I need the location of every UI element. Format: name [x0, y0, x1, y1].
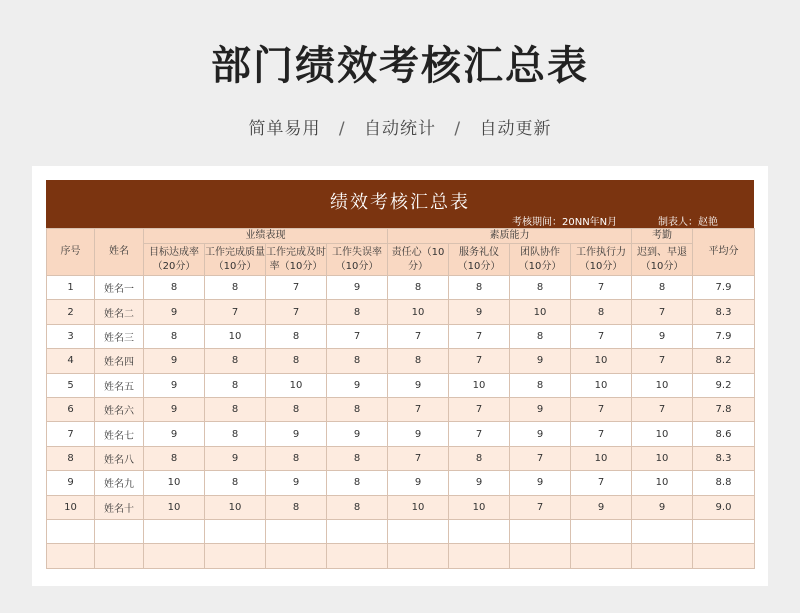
cell-score[interactable]: 7	[571, 471, 632, 495]
cell-score[interactable]: 7	[449, 422, 510, 446]
empty-cell[interactable]	[266, 519, 327, 543]
empty-cell[interactable]	[510, 544, 571, 568]
cell-score[interactable]: 9	[571, 495, 632, 519]
table-row	[47, 276, 755, 300]
maker-label: 制表人：赵艳	[658, 217, 718, 228]
cell-average[interactable]: 8.3	[693, 446, 755, 470]
cell-name[interactable]: 姓名九	[95, 471, 144, 495]
empty-cell[interactable]	[144, 519, 205, 543]
header-col-5: 责任心（10分）	[388, 244, 449, 276]
cell-score[interactable]: 7	[632, 349, 693, 373]
table-row	[47, 324, 755, 348]
cell-score[interactable]: 8	[510, 373, 571, 397]
table-row	[47, 373, 755, 397]
cell-score[interactable]: 7	[632, 397, 693, 421]
page-subtitle	[0, 114, 800, 139]
cell-score[interactable]: 9	[510, 471, 571, 495]
cell-score[interactable]: 7	[388, 324, 449, 348]
cell-score[interactable]: 8	[205, 373, 266, 397]
cell-score[interactable]: 9	[144, 300, 205, 324]
cell-average[interactable]: 8.2	[693, 349, 755, 373]
cell-score[interactable]: 9	[327, 422, 388, 446]
cell-score[interactable]: 7	[327, 324, 388, 348]
cell-score[interactable]: 7	[449, 349, 510, 373]
cell-score[interactable]: 7	[571, 397, 632, 421]
cell-score[interactable]: 9	[144, 397, 205, 421]
cell-score[interactable]: 7	[388, 397, 449, 421]
cell-score[interactable]: 7	[632, 300, 693, 324]
empty-cell[interactable]	[693, 519, 755, 543]
cell-name[interactable]: 姓名五	[95, 373, 144, 397]
cell-score[interactable]: 10	[510, 300, 571, 324]
cell-score[interactable]: 8	[388, 276, 449, 300]
cell-name[interactable]: 姓名八	[95, 446, 144, 470]
subtitle-separator: /	[454, 119, 462, 139]
header-col-4: 工作失误率（10分）	[327, 244, 388, 276]
cell-score[interactable]: 9	[510, 349, 571, 373]
empty-row	[47, 544, 755, 568]
empty-cell[interactable]	[144, 544, 205, 568]
cell-score[interactable]: 8	[144, 276, 205, 300]
cell-index[interactable]: 1	[47, 276, 95, 300]
table-row	[47, 495, 755, 519]
cell-score[interactable]: 9	[632, 495, 693, 519]
empty-cell[interactable]	[449, 544, 510, 568]
header-col-9: 迟到、早退（10分）	[632, 244, 693, 276]
cell-score[interactable]: 8	[205, 397, 266, 421]
cell-score[interactable]: 10	[144, 471, 205, 495]
header-col-7: 团队协作（10分）	[510, 244, 571, 276]
cell-score[interactable]: 9	[205, 446, 266, 470]
empty-cell[interactable]	[205, 519, 266, 543]
cell-score[interactable]: 9	[510, 422, 571, 446]
group-performance: 业绩表现	[144, 229, 388, 244]
cell-score[interactable]: 9	[266, 471, 327, 495]
cell-average[interactable]: 8.3	[693, 300, 755, 324]
header-col-1: 目标达成率（20分）	[144, 244, 205, 276]
cell-name[interactable]: 姓名十	[95, 495, 144, 519]
cell-index[interactable]: 9	[47, 471, 95, 495]
empty-cell[interactable]	[47, 544, 95, 568]
cell-average[interactable]: 9.0	[693, 495, 755, 519]
cell-score[interactable]: 7	[510, 495, 571, 519]
cell-name[interactable]: 姓名六	[95, 397, 144, 421]
cell-score[interactable]: 10	[205, 495, 266, 519]
cell-score[interactable]: 7	[571, 324, 632, 348]
cell-score[interactable]: 7	[388, 446, 449, 470]
cell-score[interactable]: 10	[632, 373, 693, 397]
table-row	[47, 349, 755, 373]
cell-score[interactable]: 8	[327, 495, 388, 519]
cell-index[interactable]: 7	[47, 422, 95, 446]
cell-index[interactable]: 6	[47, 397, 95, 421]
cell-score[interactable]: 9	[449, 471, 510, 495]
cell-index[interactable]: 8	[47, 446, 95, 470]
table-row	[47, 397, 755, 421]
header-index: 序号	[47, 229, 95, 276]
period-label: 考核期间：20NN年N月	[512, 217, 618, 228]
cell-score[interactable]: 8	[266, 397, 327, 421]
cell-score[interactable]: 8	[449, 446, 510, 470]
empty-row	[47, 519, 755, 543]
empty-cell[interactable]	[95, 544, 144, 568]
cell-score[interactable]: 10	[144, 495, 205, 519]
cell-score[interactable]: 7	[449, 324, 510, 348]
cell-score[interactable]: 10	[632, 471, 693, 495]
cell-average[interactable]: 7.8	[693, 397, 755, 421]
cell-index[interactable]: 3	[47, 324, 95, 348]
cell-score[interactable]: 10	[388, 300, 449, 324]
cell-score[interactable]: 9	[449, 300, 510, 324]
spreadsheet-preview	[32, 166, 768, 586]
page-title: 部门绩效考核汇总表	[211, 43, 589, 89]
cell-average[interactable]: 8.8	[693, 471, 755, 495]
empty-cell[interactable]	[449, 519, 510, 543]
cell-average[interactable]: 8.6	[693, 422, 755, 446]
empty-cell[interactable]	[47, 519, 95, 543]
group-attendance: 考勤	[632, 229, 693, 244]
empty-cell[interactable]	[571, 544, 632, 568]
table-row	[47, 422, 755, 446]
cell-score[interactable]: 8	[144, 324, 205, 348]
header-col-2: 工作完成质量（10分）	[205, 244, 266, 276]
cell-score[interactable]: 10	[571, 373, 632, 397]
cell-score[interactable]: 9	[327, 373, 388, 397]
cell-name[interactable]: 姓名三	[95, 324, 144, 348]
header-col-6: 服务礼仪（10分）	[449, 244, 510, 276]
cell-score[interactable]: 8	[205, 276, 266, 300]
header-average: 平均分	[693, 229, 755, 276]
cell-average[interactable]: 9.2	[693, 373, 755, 397]
cell-score[interactable]: 10	[388, 495, 449, 519]
cell-score[interactable]: 8	[327, 300, 388, 324]
header-col-8: 工作执行力（10分）	[571, 244, 632, 276]
empty-cell[interactable]	[95, 519, 144, 543]
cell-index[interactable]: 4	[47, 349, 95, 373]
cell-score[interactable]: 7	[205, 300, 266, 324]
cell-score[interactable]: 9	[144, 422, 205, 446]
cell-score[interactable]: 8	[571, 300, 632, 324]
cell-score[interactable]: 10	[632, 422, 693, 446]
cell-name[interactable]: 姓名二	[95, 300, 144, 324]
cell-score[interactable]: 10	[632, 446, 693, 470]
cell-average[interactable]: 7.9	[693, 276, 755, 300]
cell-score[interactable]: 8	[266, 324, 327, 348]
cell-score[interactable]: 8	[632, 276, 693, 300]
empty-cell[interactable]	[327, 544, 388, 568]
cell-score[interactable]: 8	[388, 349, 449, 373]
cell-name[interactable]: 姓名四	[95, 349, 144, 373]
subtitle-item-update: 自动更新	[479, 119, 552, 139]
cell-score[interactable]: 8	[205, 349, 266, 373]
cell-score[interactable]: 8	[449, 276, 510, 300]
cell-score[interactable]: 8	[327, 349, 388, 373]
sheet-title: 绩效考核汇总表	[330, 192, 470, 213]
empty-cell[interactable]	[205, 544, 266, 568]
empty-cell[interactable]	[388, 544, 449, 568]
cell-score[interactable]: 7	[510, 446, 571, 470]
cell-score[interactable]: 10	[571, 349, 632, 373]
table-row	[47, 446, 755, 470]
empty-cell[interactable]	[266, 544, 327, 568]
cell-score[interactable]: 9	[266, 422, 327, 446]
empty-cell[interactable]	[327, 519, 388, 543]
cell-score[interactable]: 9	[510, 397, 571, 421]
empty-cell[interactable]	[388, 519, 449, 543]
empty-cell[interactable]	[632, 544, 693, 568]
cell-score[interactable]: 10	[449, 495, 510, 519]
cell-score[interactable]: 7	[571, 422, 632, 446]
cell-score[interactable]: 10	[449, 373, 510, 397]
header-name: 姓名	[95, 229, 144, 276]
cell-score[interactable]: 10	[205, 324, 266, 348]
cell-score[interactable]: 9	[388, 373, 449, 397]
empty-cell[interactable]	[571, 519, 632, 543]
empty-cell[interactable]	[632, 519, 693, 543]
cell-score[interactable]: 7	[571, 276, 632, 300]
cell-score[interactable]: 8	[205, 422, 266, 446]
subtitle-item-stats: 自动统计	[364, 119, 436, 139]
group-quality: 素质能力	[388, 229, 632, 244]
cell-score[interactable]: 7	[266, 300, 327, 324]
cell-score[interactable]: 9	[388, 422, 449, 446]
empty-cell[interactable]	[510, 519, 571, 543]
cell-average[interactable]: 7.9	[693, 324, 755, 348]
table-row	[47, 300, 755, 324]
cell-index[interactable]: 10	[47, 495, 95, 519]
cell-score[interactable]: 8	[327, 397, 388, 421]
subtitle-separator: /	[338, 119, 346, 139]
cell-score[interactable]: 9	[144, 349, 205, 373]
cell-name[interactable]: 姓名七	[95, 422, 144, 446]
cell-score[interactable]: 8	[205, 471, 266, 495]
cell-score[interactable]: 8	[510, 276, 571, 300]
cell-score[interactable]: 9	[632, 324, 693, 348]
cell-score[interactable]: 8	[510, 324, 571, 348]
cell-score[interactable]: 8	[266, 349, 327, 373]
cell-score[interactable]: 8	[327, 471, 388, 495]
cell-score[interactable]: 8	[266, 446, 327, 470]
summary-table	[46, 228, 755, 569]
cell-index[interactable]: 2	[47, 300, 95, 324]
subtitle-item-easy: 简单易用	[248, 119, 321, 139]
header-col-3: 工作完成及时率（10分）	[266, 244, 327, 276]
cell-score[interactable]: 8	[327, 446, 388, 470]
cell-score[interactable]: 7	[266, 276, 327, 300]
cell-score[interactable]: 9	[327, 276, 388, 300]
table-row	[47, 471, 755, 495]
cell-score[interactable]: 9	[388, 471, 449, 495]
cell-score[interactable]: 8	[144, 446, 205, 470]
sheet-banner	[46, 180, 754, 228]
cell-score[interactable]: 7	[449, 397, 510, 421]
cell-index[interactable]: 5	[47, 373, 95, 397]
empty-cell[interactable]	[693, 544, 755, 568]
cell-score[interactable]: 8	[266, 495, 327, 519]
cell-score[interactable]: 10	[571, 446, 632, 470]
cell-score[interactable]: 9	[144, 373, 205, 397]
cell-name[interactable]: 姓名一	[95, 276, 144, 300]
cell-score[interactable]: 10	[266, 373, 327, 397]
